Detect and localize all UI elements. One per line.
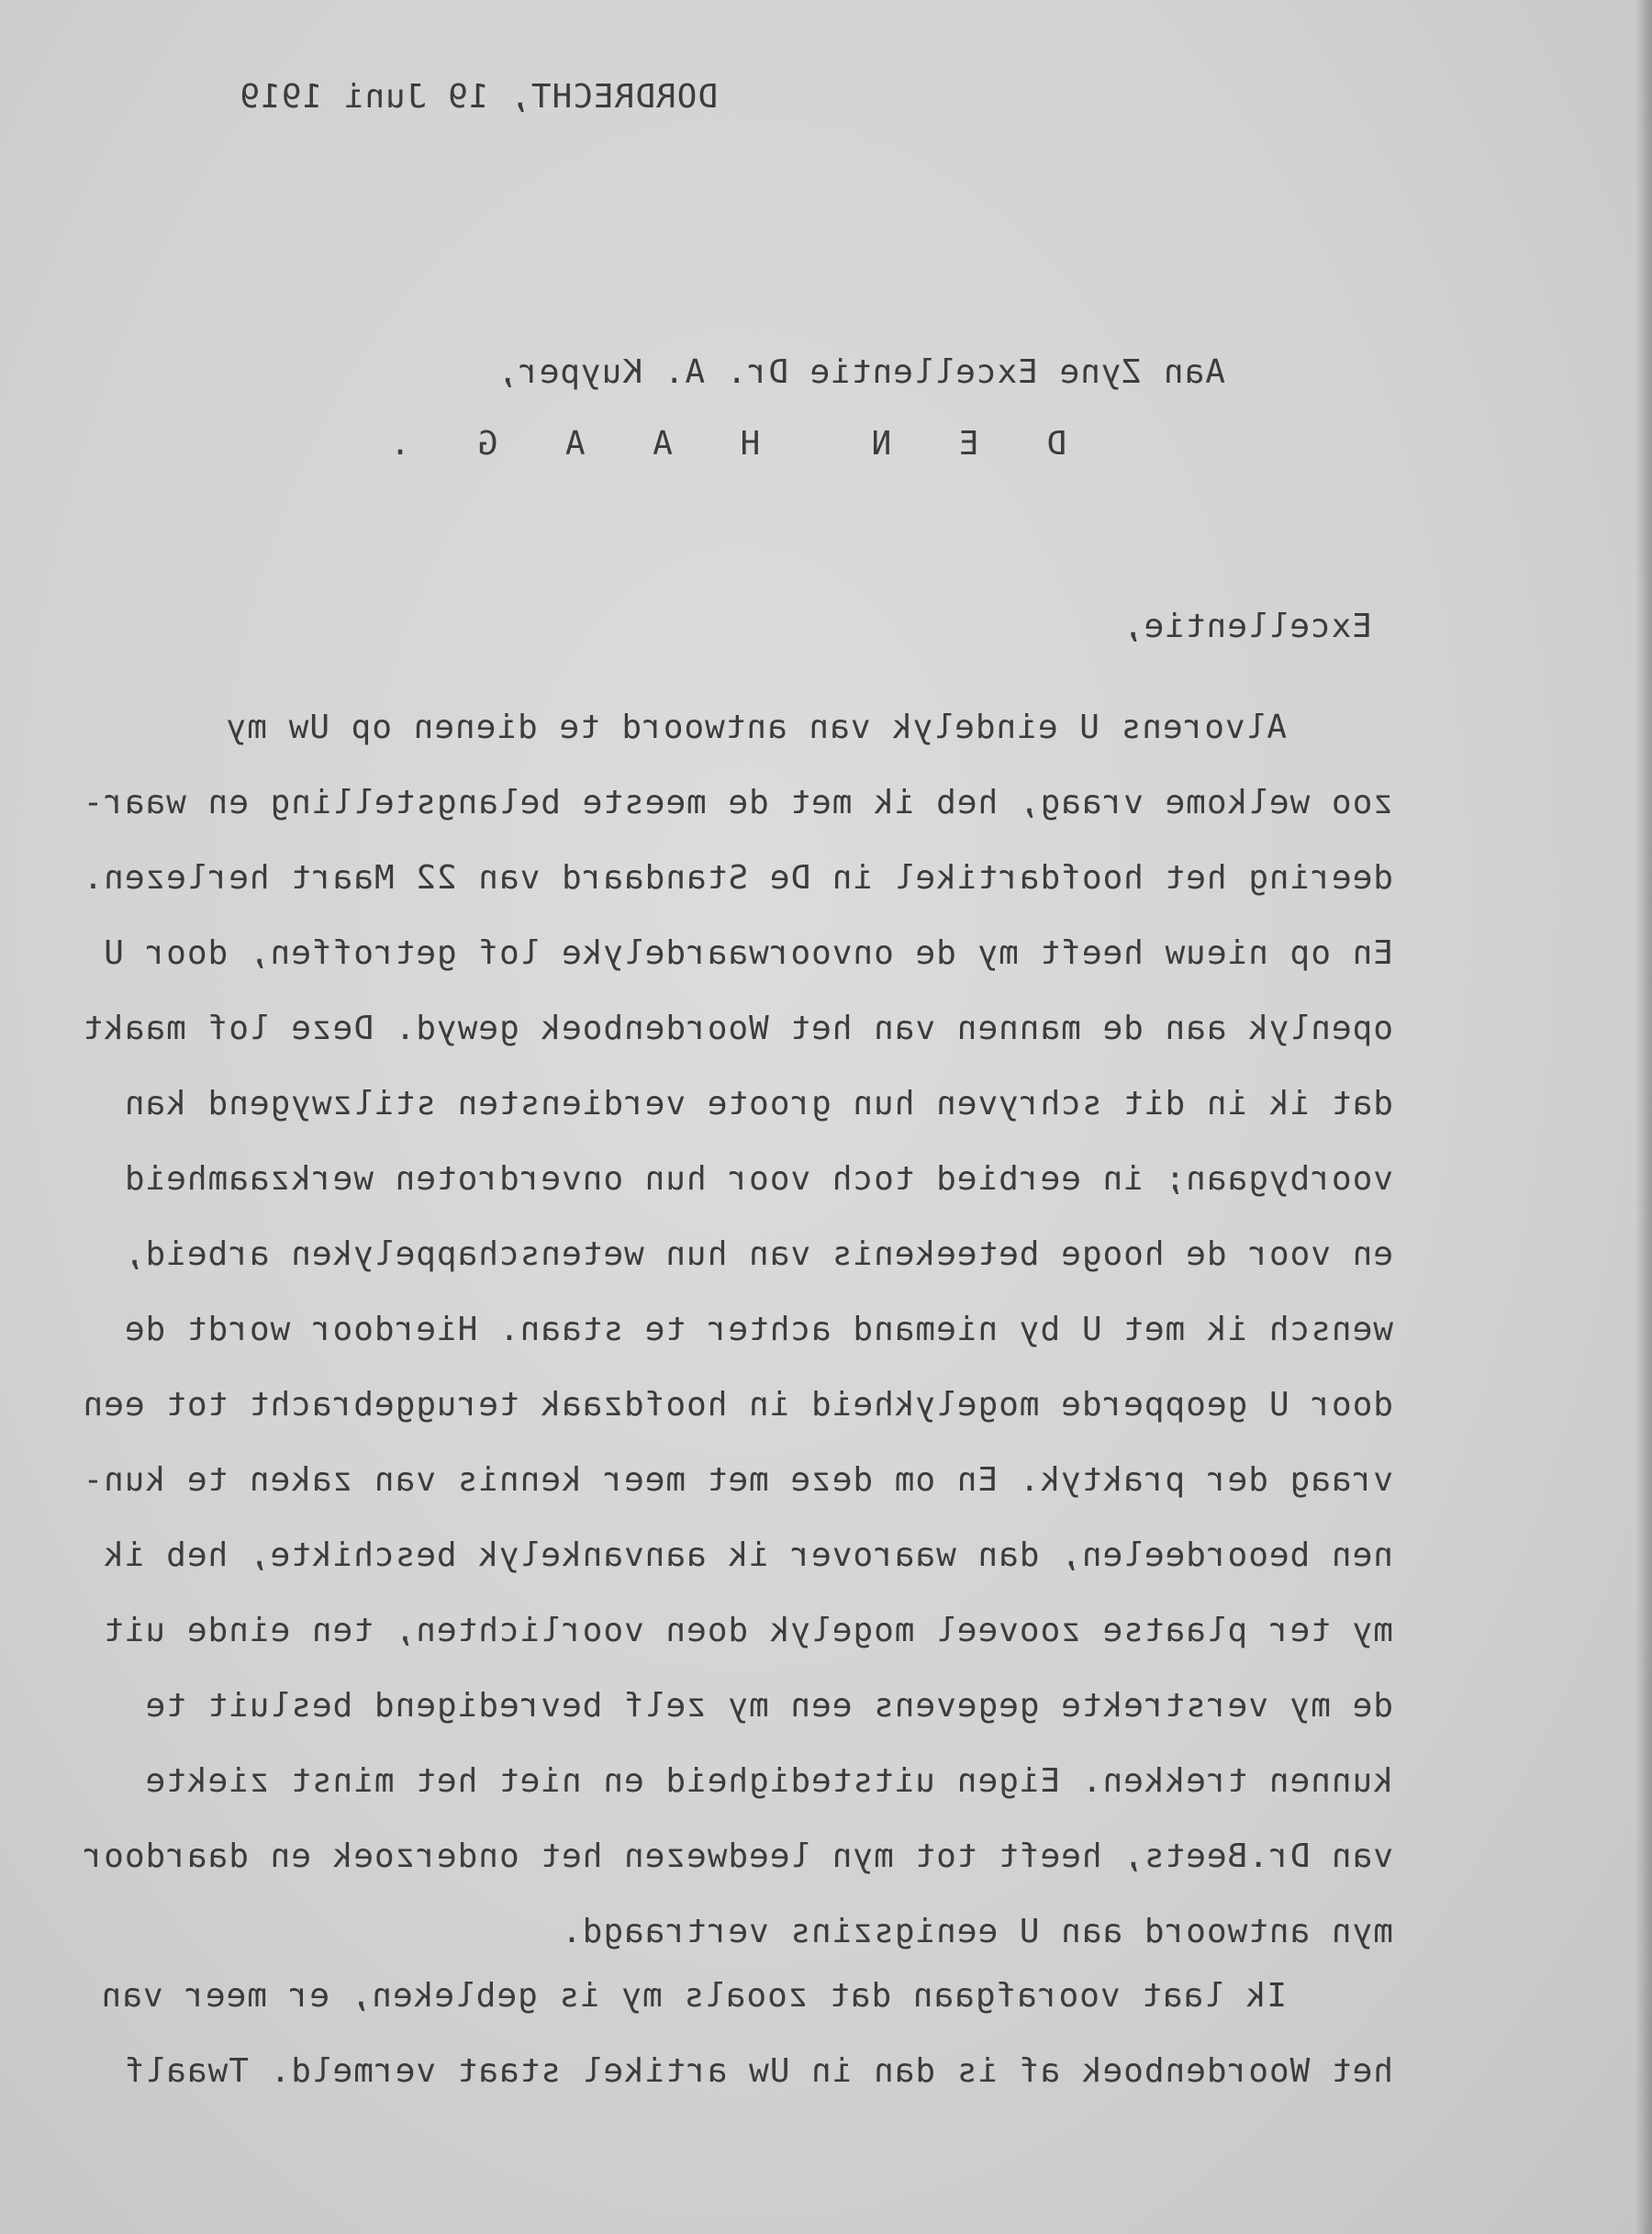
body-line: nen beoordeelen, dan waarover ik aanvankelyk beschikte, heb ik — [103, 1536, 1393, 1574]
body-line: openlyk aan de mannen van het Woordenboek gewyd. Deze lof maakt — [82, 1010, 1393, 1047]
body-line: van Dr.Beets, heeft tot myn leedwezen het onderzoek en daardoor — [82, 1837, 1393, 1875]
address-line-1: Aan Zyne Excellentie Dr. A. Kuyper, — [497, 353, 1225, 391]
body-line: Ik laat voorafgaan dat zooals my is gebleken, er meer van — [100, 1977, 1287, 2015]
body-line: door U geopperde mogelykheid in hoofdzaak teruggebracht tot een — [82, 1386, 1393, 1424]
body-line: wensch ik met U by niemand achter te staan. Hierdoor wordt de — [123, 1311, 1393, 1348]
body-line: vraag der praktyk. En om deze met meer kennis van zaken te kun- — [82, 1461, 1393, 1499]
body-line: zoo welkome vraag, heb ik met de meeste belangstelling en waar- — [82, 784, 1393, 821]
body-line: en voor de hooge beteekenis van hun wetenschappelyken arbeid, — [123, 1235, 1393, 1273]
body-line: de my verstrekte gegevens een my zelf bevredigend besluit te — [144, 1687, 1393, 1725]
body-line: my ter plaatse zooveel mogelyk doen voorlichten, ten einde uit — [103, 1612, 1393, 1649]
body-line: myn antwoord aan U eenigszins vertraagd. — [561, 1913, 1393, 1950]
body-line: deering het hoofdartikel in De Standaard van 22 Maart herlezen. — [82, 859, 1393, 897]
place-date-line: DORDRECHT, 19 Juni 1919 — [239, 78, 718, 116]
body-line: Alvorens U eindelyk van antwoord te dienen op Uw my — [225, 709, 1287, 746]
body-line: En op nieuw heeft my de onvoorwaardelyke lof getroffen, door U — [103, 934, 1393, 972]
body-line: kunnen trekken. Eigen uitstedigheid en niet het minst ziekte — [144, 1762, 1393, 1800]
page-edge-shadow — [1635, 0, 1652, 2234]
body-line: dat ik in dit schryven hun groote verdiensten stilzwygend kan — [123, 1085, 1393, 1123]
salutation: Excellentie, — [1122, 608, 1372, 645]
body-line: het Woordenboek af is dan in Uw artikel staat vermeld. Twaalf — [123, 2052, 1393, 2090]
body-line: voorbygaan; in eerbied toch voor hun onverdroten werkzaamheid — [123, 1160, 1393, 1198]
address-line-2: D E N H A A G . — [366, 425, 1066, 463]
